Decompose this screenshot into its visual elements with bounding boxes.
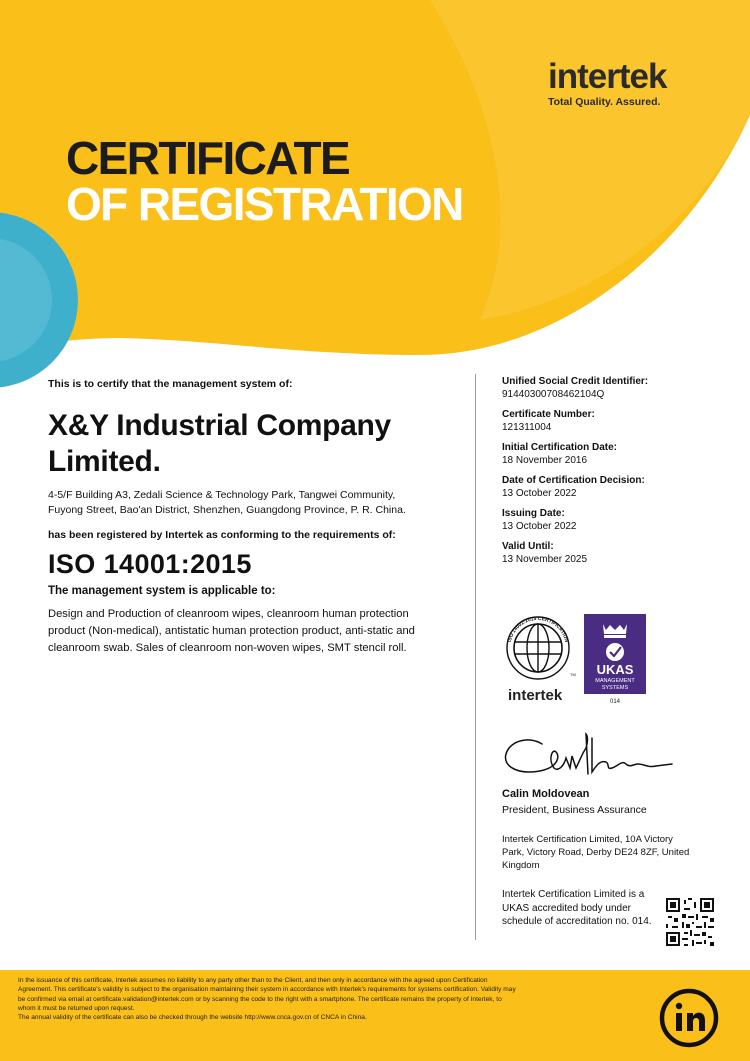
ukas-tick-icon [606,643,624,661]
issuer-address-line-3: Kingdom [502,860,540,871]
detail-value: 13 October 2022 [502,488,577,499]
detail-value: 18 November 2016 [502,455,588,466]
detail-label: Certificate Number: [502,409,595,420]
detail-value: 91440300708462104Q [502,389,605,400]
certificate-details [502,375,732,573]
intertek-in-badge-icon [657,986,721,1050]
scope-line-1: Design and Production of cleanroom wipes, cleanroom human protection [48,608,409,620]
title-line-2: OF REGISTRATION [66,178,463,230]
certificate-body [48,378,463,657]
detail-label: Unified Social Credit Identifier: [502,376,649,387]
issuer-address [502,833,702,872]
detail-value: 121311004 [502,422,552,433]
certify-text: This is to certify that the management system of: [48,378,293,390]
company-name [48,408,463,480]
footer-line-5: The annual validity of the certificate can also be checked through the website http://www.cnca.gov.cn of CNCA in China. [18,1014,367,1022]
detail-valid-until [502,540,732,566]
company-name-line-1: X&Y Industrial Company [48,409,391,442]
address-line-2: Fuyong Street, Bao'an District, Shenzhen, Guangdong Province, P. R. China. [48,504,406,516]
footer-line-4: whom it must be returned upon request. [18,1004,135,1012]
detail-label: Date of Certification Decision: [502,475,645,486]
certification-seals [502,612,662,707]
detail-label: Initial Certification Date: [502,442,618,453]
issuer-address-line-1: Intertek Certification Limited, 10A Victory [502,834,673,845]
company-address [48,488,463,518]
signature [500,730,680,782]
iso-ring-text: ISO 14001:2015 CERTIFICATION [506,615,570,643]
ukas-sub-1: MANAGEMENT [595,678,635,684]
detail-decision-date [502,474,732,500]
issuer-address-line-2: Park, Victory Road, Derby DE24 8ZF, United [502,847,690,858]
detail-issuing-date [502,507,732,533]
standard-name: ISO 14001:2015 [48,549,252,579]
accred-line-1: Intertek Certification Limited is a [502,889,645,900]
detail-value: 13 November 2025 [502,554,588,565]
scope-heading: The management system is applicable to: [48,585,276,597]
ukas-sub-2: SYSTEMS [601,685,629,691]
detail-label: Valid Until: [502,541,554,552]
ukas-number: 014 [609,699,621,705]
iso-globe-icon [507,616,570,679]
seal-tm: TM [570,672,576,677]
brand-tagline: Total Quality. Assured. [548,96,661,108]
detail-value: 13 October 2022 [502,521,577,532]
accreditation-statement [502,888,662,929]
detail-credit-identifier [502,375,732,401]
signatory-title: President, Business Assurance [502,804,647,816]
accred-line-3: schedule of accreditation no. 014. [502,916,652,927]
detail-label: Issuing Date: [502,508,565,519]
intertek-logo [548,58,698,108]
detail-initial-date [502,441,732,467]
footer-disclaimer [18,976,658,1022]
seal-intertek-text: intertek [508,687,563,704]
footer-line-1: In the issuance of this certificate, Intertek assumes no liability to any party other than to the Client, and then only in accordance with the agreed upon Certification [18,977,488,984]
accred-line-2: UKAS accredited body under [502,902,631,914]
scope-line-2: product (Non-medical), antistatic human protection product, anti-static and [48,625,415,637]
registered-text: has been registered by Intertek as conforming to the requirements of: [48,529,396,541]
qr-code-icon[interactable] [666,898,714,946]
brand-name: intertek [548,57,667,96]
column-divider [475,374,476,940]
scope-text [48,606,463,657]
detail-certificate-number [502,408,732,434]
footer-line-2: Agreement. This certificate's validity is subject to the organisation maintaining their system in accordance with Intertek's requirements for systems certification. Validity may [18,986,516,994]
title-line-1: CERTIFICATE [66,132,350,184]
address-line-1: 4-5/F Building A3, Zedali Science & Technology Park, Tangwei Community, [48,489,396,501]
scope-line-3: cleanroom swab. Sales of cleanroom non-woven wipes, SMT stencil roll. [48,642,407,654]
company-name-line-2: Limited. [48,445,161,478]
ukas-logo [584,614,646,694]
footer-line-3: be confirmed via email at certificate.validation@intertek.com or by scanning the code to the right with a smartphone. The certificate remains the property of Intertek, to [18,995,502,1003]
ukas-main-text: UKAS [596,662,634,677]
signatory-name: Calin Moldovean [502,788,590,800]
